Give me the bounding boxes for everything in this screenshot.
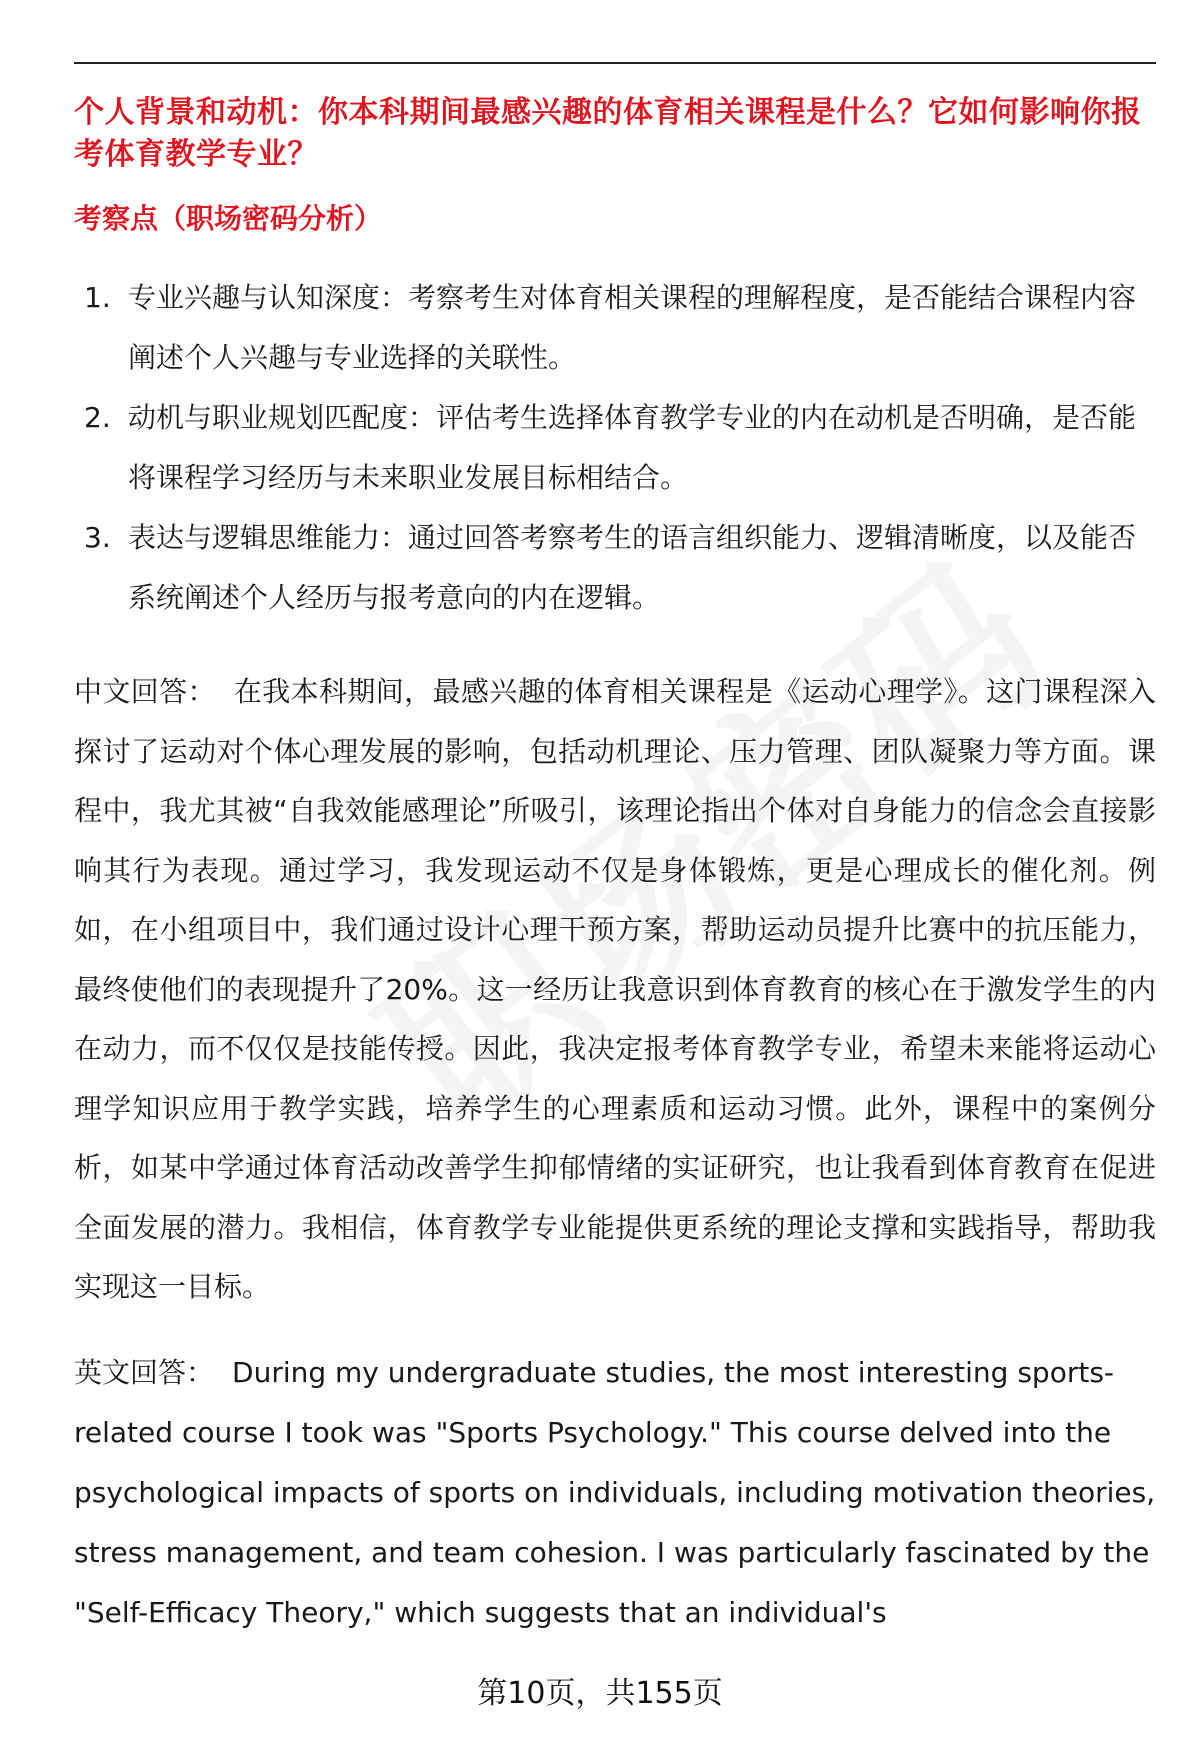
analysis-heading: 考察点（职场密码分析） <box>74 202 383 235</box>
point-text: 专业兴趣与认知深度：考察考生对体育相关课程的理解程度，是否能结合课程内容阐述个人兴趣与专业选择的关联性。 <box>128 281 1137 374</box>
header-rule <box>74 62 1156 64</box>
page-number-footer: 第10页，共155页 <box>477 1676 723 1711</box>
analysis-point <box>74 508 1156 628</box>
analysis-point <box>74 268 1156 388</box>
english-answer-label: 英文回答： <box>74 1355 215 1389</box>
point-text: 表达与逻辑思维能力：通过回答考察考生的语言组织能力、逻辑清晰度，以及能否系统阐述个人经历与报考意向的内在逻辑。 <box>128 521 1137 614</box>
chinese-answer <box>74 662 1156 1317</box>
chinese-answer-label: 中文回答： <box>74 675 216 708</box>
point-number: 1. <box>84 281 111 314</box>
page-content <box>74 92 1156 1643</box>
analysis-points <box>74 268 1156 628</box>
chinese-answer-text: 在我本科期间，最感兴趣的体育相关课程是《运动心理学》。这门课程深入探讨了运动对个体心理发展的影响，包括动机理论、压力管理、团队凝聚力等方面。课程中，我尤其被“自我效能感理论”所吸引，该理论指出个体对自身能力的信念会直接影响其行为表现。通过学习，我发现运动不仅是身体锻炼，更是心理成长的催化剂。例如，在小组项目中，我们通过设计心理干预方案，帮助运动员提升比赛中的抗压能力，最终使他们的表现提升了20%。这一经历让我意识到体育教育的核心在于激发学生的内在动力，而不仅仅是技能传授。因此，我决定报考体育教学专业，希望未来能将运动心理学知识应用于教学实践，培养学生的心理素质和运动习惯。此外，课程中的案例分析，如某中学通过体育活动改善学生抑郁情绪的实证研究，也让我看到体育教育在促进全面发展的潜力。我相信，体育教学专业能提供更系统的理论支撑和实践指导，帮助我实现这一目标。 <box>74 675 1156 1303</box>
analysis-point <box>74 388 1156 508</box>
point-number: 3. <box>84 521 111 554</box>
question-heading: 个人背景和动机：你本科期间最感兴趣的体育相关课程是什么？它如何影响你报考体育教学专业？ <box>74 95 1142 172</box>
point-number: 2. <box>84 401 111 434</box>
english-answer-text: During my undergraduate studies, the most interesting sports-related course I took was "Sports Psychology." This course delved into the psychological impacts of sports on individuals, including motivation theories, stress management, and team cohesion. I was particularly fascinated by the "Self-Efficacy Theory," which suggests that an individual's <box>74 1355 1156 1629</box>
english-answer <box>74 1343 1156 1643</box>
point-text: 动机与职业规划匹配度：评估考生选择体育教学专业的内在动机是否明确，是否能将课程学习经历与未来职业发展目标相结合。 <box>128 401 1137 494</box>
